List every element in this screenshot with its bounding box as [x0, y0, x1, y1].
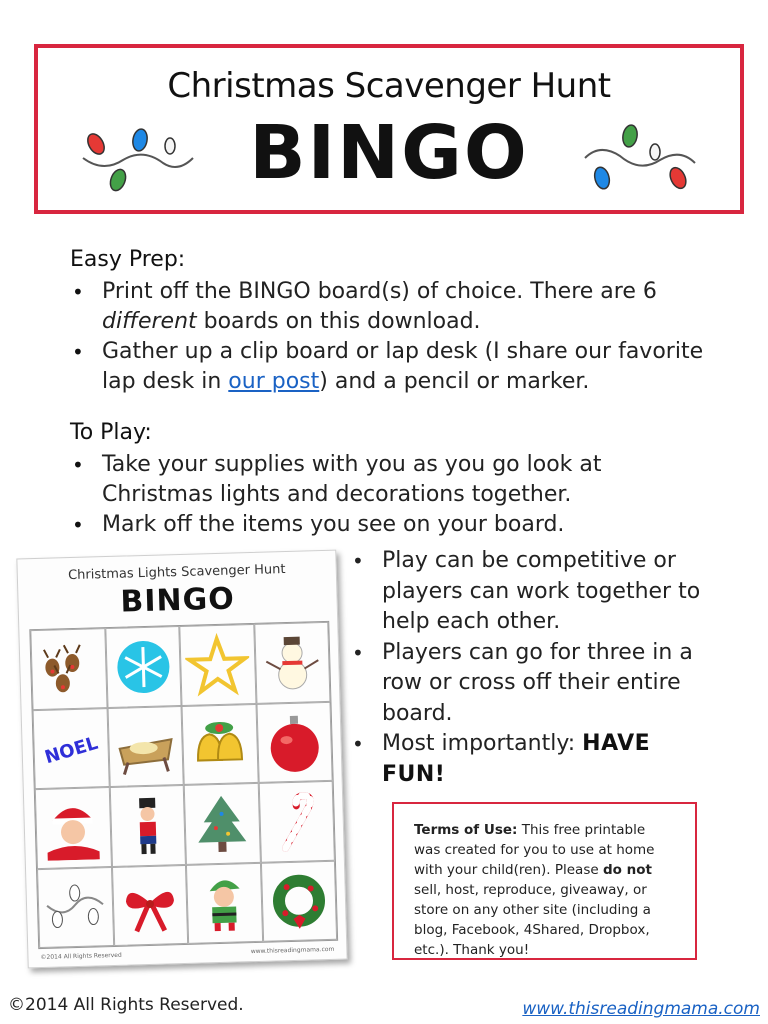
bells-icon [182, 703, 259, 785]
wreath-icon [260, 860, 337, 942]
item-text: Print off the BINGO board(s) of choice. There are 6 [102, 279, 657, 304]
easy-prep-list [70, 277, 710, 397]
terms-emphasis: do not [602, 862, 652, 878]
page-title: Christmas Scavenger Hunt [167, 66, 611, 106]
candy-cane-icon [258, 781, 335, 863]
terms-label: Terms of Use: [414, 822, 518, 838]
list-item: • Mark off the items you see on your board. [70, 510, 710, 540]
item-emphasis: different [102, 309, 197, 334]
easy-prep-heading: Easy Prep: [70, 247, 186, 272]
footer-copyright: ©2014 All Rights Reserved. [8, 995, 244, 1015]
list-item [70, 277, 710, 337]
bingo-grid [29, 621, 338, 949]
list-item: • Players can go for three in a row or cross off their entire board. [350, 638, 710, 730]
santa-icon [35, 787, 112, 869]
to-play-heading: To Play: [70, 420, 152, 445]
board-bingo-heading: BINGO [119, 581, 236, 620]
terms-text: This free printable was created for you to use at home with your child(ren). Please [414, 822, 655, 878]
bingo-heading: BINGO [249, 110, 529, 196]
to-play-list [70, 450, 710, 540]
bow-icon [111, 864, 188, 946]
play-tips-list [350, 546, 710, 790]
list-item [70, 337, 710, 397]
manger-icon [107, 705, 184, 787]
list-item [350, 729, 710, 790]
noel-text: NOEL [42, 732, 101, 769]
item-text: boards on this download. [196, 309, 481, 334]
board-site: www.thisreadingmama.com [250, 945, 335, 956]
item-text: Most importantly: [382, 731, 583, 756]
have-fun-text: HAVE FUN! [382, 731, 651, 787]
snowman-icon [254, 622, 331, 704]
christmas-lights-icon [580, 118, 700, 198]
star-icon [179, 624, 256, 706]
list-item: • Play can be competitive or players can work together to help each other. [350, 546, 710, 638]
board-copyright: ©2014 All Rights Reserved [40, 951, 122, 962]
light-string-icon [37, 867, 114, 949]
board-title: Christmas Lights Scavenger Hunt [67, 562, 286, 584]
nutcracker-icon [109, 785, 186, 867]
reindeer-icon [30, 628, 107, 710]
footer-site-link[interactable]: www.thisreadingmama.com [522, 999, 760, 1019]
bingo-board-preview [16, 550, 347, 969]
terms-text: sell, host, reproduce, giveaway, or store on any other site (including a blog, Facebook, 4Shared, Dropbox, etc.). Thank you! [414, 882, 651, 958]
our-post-link[interactable]: our post [228, 369, 320, 394]
item-text: ) and a pencil or marker. [319, 369, 590, 394]
noel-sign-icon [33, 708, 110, 790]
title-banner [34, 44, 744, 214]
ornament-icon [256, 701, 333, 783]
terms-of-use-box [392, 802, 697, 960]
snowflake-icon [105, 626, 182, 708]
item-text: Gather up a clip board or lap desk (I share our favorite lap desk in [102, 339, 704, 394]
list-item: • Take your supplies with you as you go look at Christmas lights and decorations together. [70, 450, 710, 510]
christmas-tree-icon [184, 783, 261, 865]
elf-icon [186, 862, 263, 944]
